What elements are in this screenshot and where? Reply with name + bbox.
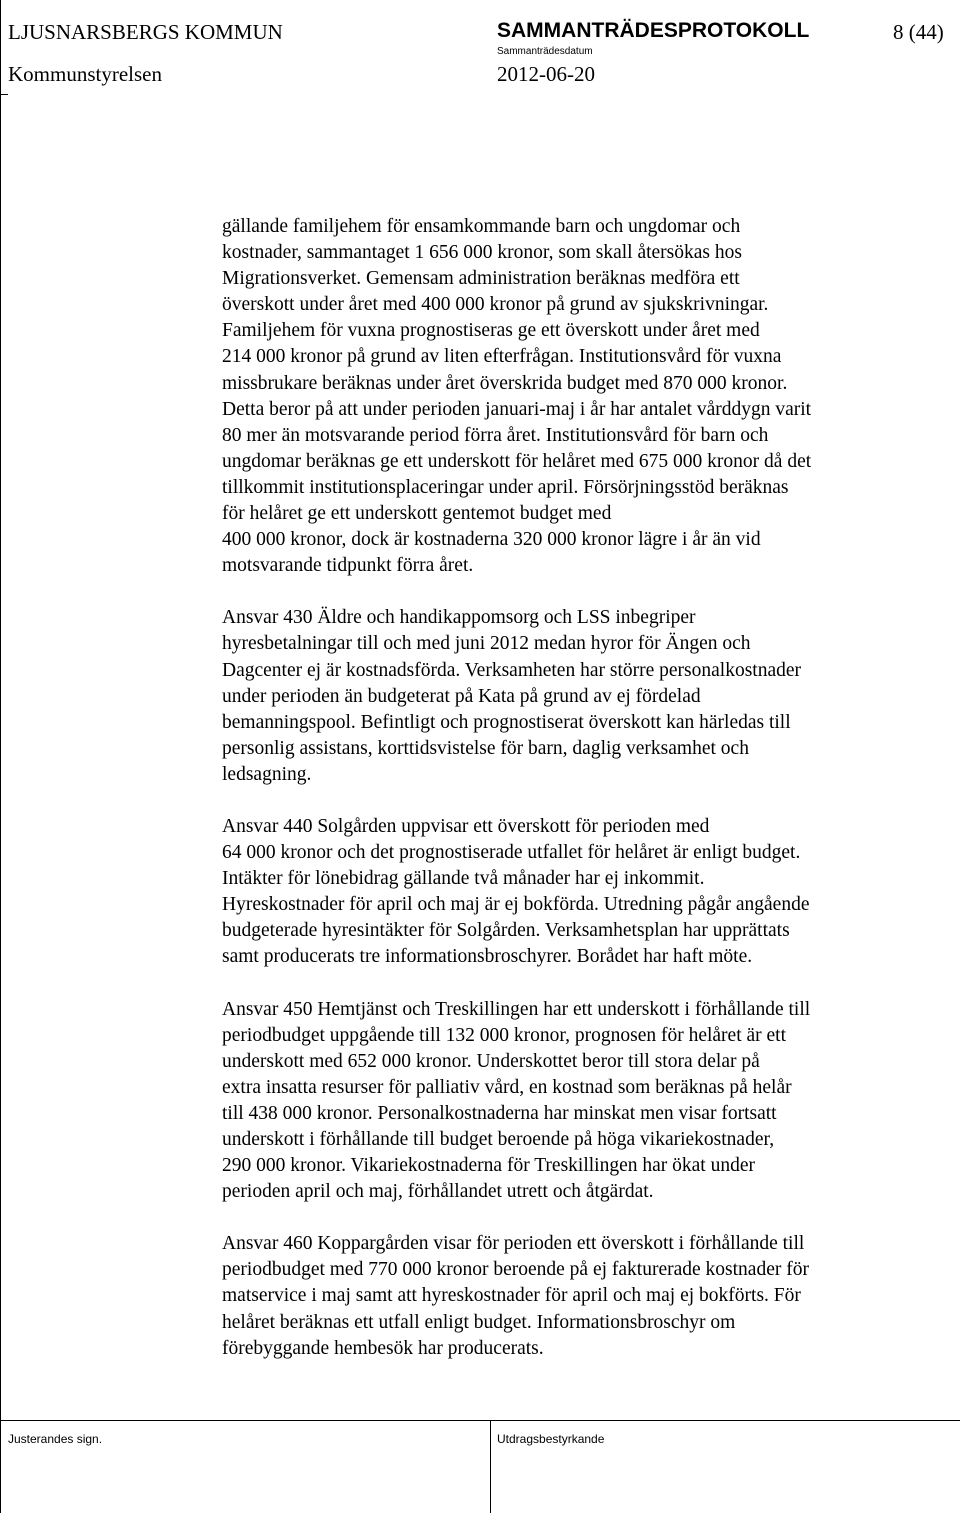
text-line: under perioden än budgeterat på Kata på grund av ej fördelad xyxy=(222,685,701,707)
paragraph-ansvar-430 xyxy=(222,605,942,788)
text-line: Migrationsverket. Gemensam administration beräknas medföra ett xyxy=(222,268,740,290)
organization-name: LJUSNARSBERGS KOMMUN xyxy=(8,20,283,44)
extract-certification-label: Utdragsbestyrkande xyxy=(497,1432,605,1446)
text-line: Familjehem för vuxna prognostiseras ge ett överskott under året med xyxy=(222,320,760,342)
footer-rule xyxy=(0,1420,960,1421)
committee-name: Kommunstyrelsen xyxy=(8,62,162,86)
text-line: underskott i förhållande till budget beroende på höga vikariekostnader, xyxy=(222,1129,775,1150)
document-body xyxy=(222,214,942,1388)
text-line: förebyggande hembesök har producerats. xyxy=(222,1337,544,1359)
text-line: Ansvar 430 Äldre och handikappomsorg och LSS inbegriper xyxy=(222,607,696,629)
header-tick xyxy=(0,94,8,95)
signature-label: Justerandes sign. xyxy=(8,1432,103,1446)
text-line: till 438 000 kronor. Personalkostnaderna har minskat men visar fortsatt xyxy=(222,1102,777,1124)
paragraph-ansvar-460 xyxy=(222,1231,942,1361)
document-title: SAMMANTRÄDESPROTOKOLL xyxy=(497,19,810,42)
paragraph-ansvar-440 xyxy=(222,814,942,971)
text-line: Dagcenter ej är kostnadsförda. Verksamheten har större personalkostnader xyxy=(222,659,802,681)
text-line: för helåret ge ett underskott gentemot budget med xyxy=(222,503,612,525)
footer-divider xyxy=(490,1420,491,1513)
text-line: matservice i maj samt att hyreskostnader för april och maj ej bokförts. För xyxy=(222,1285,801,1307)
left-margin-rule xyxy=(0,0,1,1513)
text-line: tillkommit institutionsplaceringar under april. Försörjningsstöd beräknas xyxy=(222,476,789,498)
meeting-date: 2012-06-20 xyxy=(497,62,595,86)
text-line: 214 000 kronor på grund av liten efterfrågan. Institutionsvård för vuxna xyxy=(222,346,782,368)
paragraph-social-services xyxy=(222,214,942,579)
text-line: Ansvar 450 Hemtjänst och Treskillingen har ett underskott i förhållande till xyxy=(222,998,811,1020)
text-line: periodbudget uppgående till 132 000 kronor, prognosen för helåret är ett xyxy=(222,1024,787,1046)
text-line: 64 000 kronor och det prognostiserade utfallet för helåret är enligt budget. xyxy=(222,842,801,864)
text-line: helåret beräknas ett utfall enligt budget. Informationsbroschyr om xyxy=(222,1311,736,1333)
text-line: bemanningspool. Befintligt och prognostiserat överskott kan härledas till xyxy=(222,711,791,733)
text-line: 400 000 kronor, dock är kostnaderna 320 000 kronor lägre i år än vid xyxy=(222,529,761,551)
text-line: överskott under året med 400 000 kronor på grund av sjukskrivningar. xyxy=(222,294,769,316)
page-number: 8 (44) xyxy=(893,20,944,44)
text-line: periodbudget med 770 000 kronor beroende på ej fakturerade kostnader för xyxy=(222,1259,809,1281)
text-line: extra insatta resurser för palliativ vård, en kostnad som beräknas på helår xyxy=(222,1076,792,1098)
text-line: Detta beror på att under perioden januari-maj i år har antalet vårddygn varit xyxy=(222,398,812,420)
text-line: gällande familjehem för ensamkommande barn och ungdomar och xyxy=(222,216,741,237)
text-line: hyresbetalningar till och med juni 2012 medan hyror för Ängen och xyxy=(222,633,751,655)
text-line: missbrukare beräknas under året överskrida budget med 870 000 kronor. xyxy=(222,372,788,394)
text-line: Hyreskostnader för april och maj är ej bokförda. Utredning pågår angående xyxy=(222,894,810,916)
text-line: 290 000 kronor. Vikariekostnaderna för Treskillingen har ökat under xyxy=(222,1155,755,1177)
text-line: 80 mer än motsvarande period förra året. Institutionsvård för barn och xyxy=(222,424,769,446)
text-line: Intäkter för lönebidrag gällande två månader har ej inkommit. xyxy=(222,868,705,890)
meeting-date-label: Sammanträdesdatum xyxy=(497,46,593,57)
text-line: samt producerats tre informationsbroschyrer. Borådet har haft möte. xyxy=(222,946,753,968)
text-line: motsvarande tidpunkt förra året. xyxy=(222,555,474,577)
paragraph-ansvar-450 xyxy=(222,997,942,1206)
text-line: perioden april och maj, förhållandet utrett och åtgärdat. xyxy=(222,1181,654,1203)
text-line: Ansvar 460 Koppargården visar för perioden ett överskott i förhållande till xyxy=(222,1233,805,1255)
text-line: ledsagning. xyxy=(222,763,312,785)
text-line: underskott med 652 000 kronor. Underskottet beror till stora delar på xyxy=(222,1050,760,1072)
text-line: Ansvar 440 Solgården uppvisar ett överskott för perioden med xyxy=(222,815,710,837)
text-line: ungdomar beräknas ge ett underskott för helåret med 675 000 kronor då det xyxy=(222,450,812,472)
footer-left-rule xyxy=(0,1420,1,1513)
text-line: budgeterade hyresintäkter för Solgården. Verksamhetsplan har upprättats xyxy=(222,920,790,942)
text-line: personlig assistans, korttidsvistelse för barn, daglig verksamhet och xyxy=(222,737,749,759)
text-line: kostnader, sammantaget 1 656 000 kronor, som skall återsökas hos xyxy=(222,242,742,264)
